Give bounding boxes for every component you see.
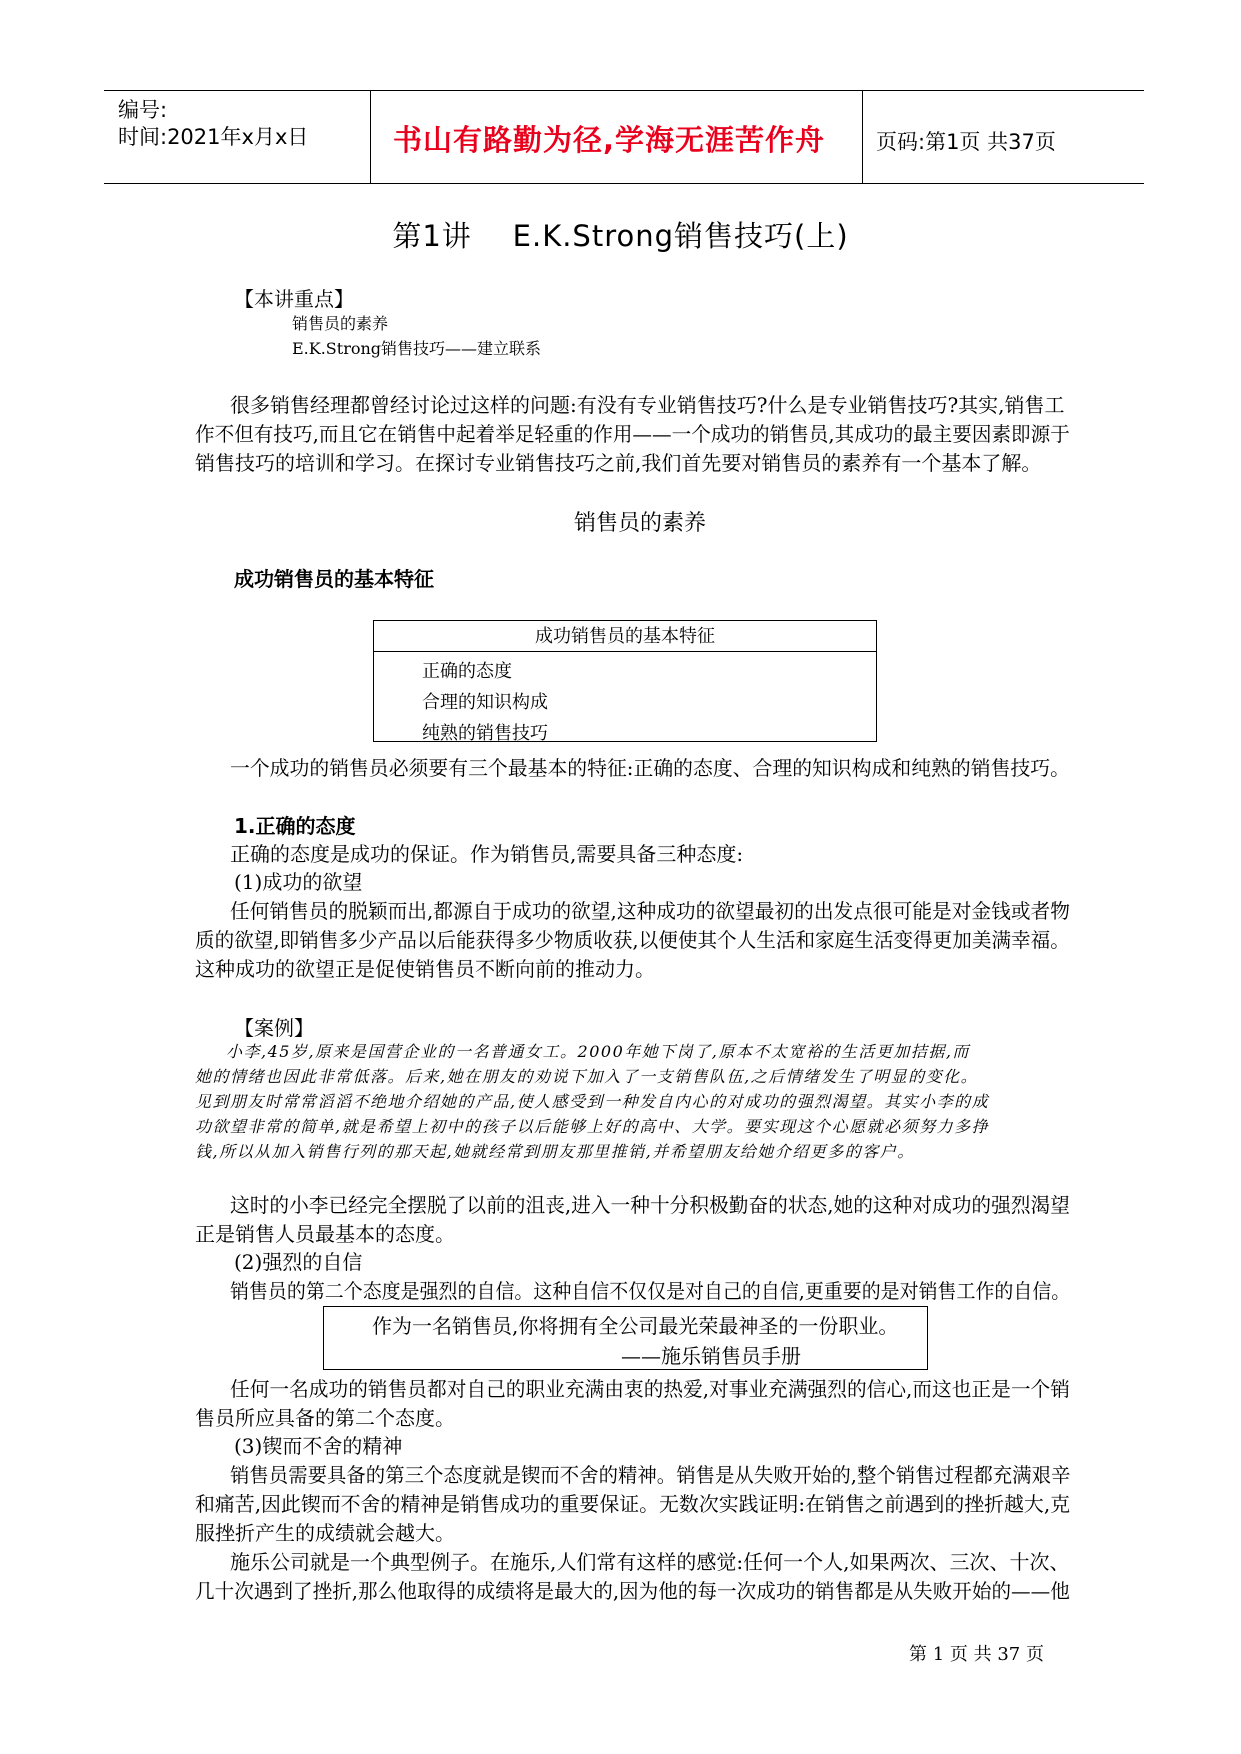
sub3-line: 和痛苦,因此锲而不舍的精神是销售成功的重要保证。无数次实践证明:在销售之前遇到的挫折越大,克 <box>195 1492 1071 1516</box>
after-case-line: 正是销售人员最基本的态度。 <box>195 1222 455 1246</box>
header-bottom-rule <box>104 183 1144 184</box>
quote-box <box>323 1306 928 1370</box>
trait-table-header: 成功销售员的基本特征 <box>374 621 876 652</box>
sub2-after-line: 售员所应具备的第二个态度。 <box>195 1406 455 1430</box>
subsection-title: 成功销售员的基本特征 <box>234 567 434 591</box>
header-divider-right <box>862 90 863 184</box>
header-motto: 书山有路勤为径,学海无涯苦作舟 <box>393 123 826 157</box>
key-point-item: E.K.Strong销售技巧——建立联系 <box>292 339 542 358</box>
case-line: 她的情绪也因此非常低落。后来,她在朋友的劝说下加入了一支销售队伍,之后情绪发生了明显的变化。 <box>195 1067 979 1086</box>
intro-line: 销售技巧的培训和学习。在探讨专业销售技巧之前,我们首先要对销售员的素养有一个基本了解。 <box>195 451 1042 475</box>
trait-table <box>373 620 877 742</box>
attitude-sub3-heading: (3)锲而不舍的精神 <box>234 1434 403 1458</box>
document-date: 时间:2021年x月x日 <box>118 125 309 149</box>
page-footer: 第 1 页 共 37 页 <box>909 1644 1044 1665</box>
document-number-label: 编号: <box>118 98 168 122</box>
case-line: 功欲望非常的简单,就是希望上初中的孩子以后能够上好的高中、大学。要实现这个心愿就必须努力多挣 <box>195 1117 990 1136</box>
intro-line: 很多销售经理都曾经讨论过这样的问题:有没有专业销售技巧?什么是专业销售技巧?其实,销售工 <box>230 393 1065 417</box>
xerox-line: 几十次遇到了挫折,那么他取得的成绩将是最大的,因为他的每一次成功的销售都是从失败开始的——他 <box>195 1579 1070 1603</box>
attitude-intro: 正确的态度是成功的保证。作为销售员,需要具备三种态度: <box>230 842 744 866</box>
case-line: 小李,45岁,原来是国营企业的一名普通女工。2000年她下岗了,原本不太宽裕的生活更加拮据,而 <box>226 1042 970 1061</box>
attitude-sub2-text: 销售员的第二个态度是强烈的自信。这种自信不仅仅是对自己的自信,更重要的是对销售工作的自信。 <box>230 1279 1071 1303</box>
key-point-item: 销售员的素养 <box>292 314 389 333</box>
attitude-sub1-line: 任何销售员的脱颖而出,都源自于成功的欲望,这种成功的欲望最初的出发点很可能是对金钱或者物 <box>230 899 1070 923</box>
trait-item: 正确的态度 <box>422 661 512 682</box>
trait-summary: 一个成功的销售员必须要有三个最基本的特征:正确的态度、合理的知识构成和纯熟的销售技巧。 <box>230 756 1070 780</box>
xerox-line: 施乐公司就是一个典型例子。在施乐,人们常有这样的感觉:任何一个人,如果两次、三次、十次、 <box>230 1550 1070 1574</box>
attitude-sub1-heading: (1)成功的欲望 <box>234 870 363 894</box>
attitude-sub1-line: 质的欲望,即销售多少产品以后能获得多少物质收获,以便使其个人生活和家庭生活变得更加美满幸福。 <box>195 928 1070 952</box>
attitude-sub1-line: 这种成功的欲望正是促使销售员不断向前的推动力。 <box>195 957 655 981</box>
quote-source: ——施乐销售员手册 <box>621 1344 801 1368</box>
sub3-line: 服挫折产生的成绩就会越大。 <box>195 1521 455 1545</box>
trait-item: 合理的知识构成 <box>422 692 548 713</box>
quote-text: 作为一名销售员,你将拥有全公司最光荣最神圣的一份职业。 <box>372 1314 899 1338</box>
header-divider-left <box>370 90 371 184</box>
header-top-rule <box>104 90 1144 91</box>
sub2-after-line: 任何一名成功的销售员都对自己的职业充满由衷的热爱,对事业充满强烈的信心,而这也正是一个销 <box>230 1377 1070 1401</box>
intro-line: 作不但有技巧,而且它在销售中起着举足轻重的作用——一个成功的销售员,其成功的最主要因素即源于 <box>195 422 1070 446</box>
case-line: 见到朋友时常常滔滔不绝地介绍她的产品,使人感受到一种发自内心的对成功的强烈渴望。其实小李的成 <box>195 1092 990 1111</box>
header-page-info: 页码:第1页 共37页 <box>876 130 1056 154</box>
case-line: 钱,所以从加入销售行列的那天起,她就经常到朋友那里推销,并希望朋友给她介绍更多的客户。 <box>195 1142 915 1161</box>
section-title: 销售员的素养 <box>574 511 707 536</box>
key-points-heading: 【本讲重点】 <box>234 287 354 311</box>
trait-item: 纯熟的销售技巧 <box>422 723 548 744</box>
after-case-line: 这时的小李已经完全摆脱了以前的沮丧,进入一种十分积极勤奋的状态,她的这种对成功的强烈渴望 <box>230 1193 1070 1217</box>
sub3-line: 销售员需要具备的第三个态度就是锲而不舍的精神。销售是从失败开始的,整个销售过程都充满艰辛 <box>230 1463 1071 1487</box>
case-heading: 【案例】 <box>234 1016 314 1040</box>
page-title: 第1讲 E.K.Strong销售技巧(上) <box>392 219 849 253</box>
attitude-sub2-heading: (2)强烈的自信 <box>234 1250 363 1274</box>
attitude-heading: 1.正确的态度 <box>234 814 356 838</box>
